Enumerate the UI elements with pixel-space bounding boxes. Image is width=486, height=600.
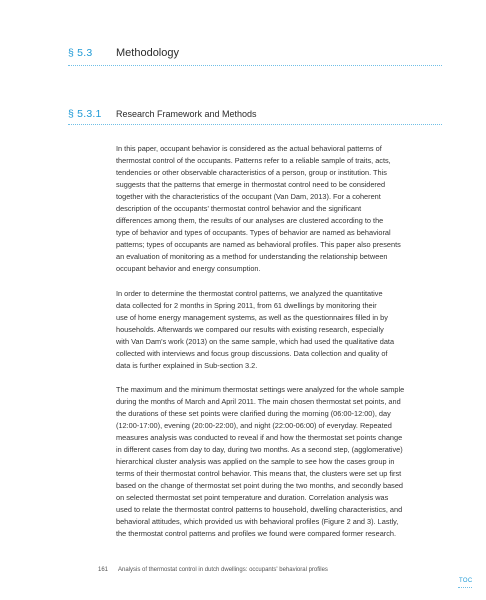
subsection-divider [68,124,442,125]
subsection-number: § 5.3.1 [68,108,102,120]
paragraph-1: In this paper, occupant behavior is considered as the actual behavioral patterns of thermostat control of the occupants. Patterns refer to a reliable sample of traits, acts, tendencies or other observable characteristics of a person, group or institution. This suggests that the patterns that emerge in thermostat control need to be considered together with the characteristics of the occupant (Van Dam, 2013). For a coherent description of the occupants' thermostat control behavior and the significant differences among them, the results of our analyses are clustered according to the type of behavior and types of occupants. Types of behavior are named as behavioral patterns; types of occupants are named as behavioral profiles. This paper also presents an evaluation of monitoring as a method for understanding the relationship between occupant behavior and energy consumption. [116,144,401,273]
toc-divider [458,587,472,588]
page-footer [98,567,328,573]
running-title: Analysis of thermostat control in dutch dwellings: occupants' behavioral profiles [118,567,328,573]
page-number: 161 [98,567,109,573]
section-divider [68,65,442,66]
section-number: § 5.3 [68,47,93,59]
subsection-heading [68,108,442,120]
paragraph-3: The maximum and the minimum thermostat settings were analyzed for the whole sample during the months of March and April 2011. The main chosen thermostat set points, and the durations of these set points were clarified during the morning (06:00-12:00), day (12:00-17:00), evening (20:00-22:00), and night (22:00-06:00) of everyday. Repeated measures analysis was conducted to reveal if and how the thermostat set points change in different cases from day to day, during two months. As a second step, (agglomerative) hierarchical cluster analysis was applied on the sample to see how the cases group in terms of their thermostat control behavior. This means that, the clusters were set up first based on the change of thermostat set point during the two months, and secondly based on selected thermostat set point temperature and duration. Correlation analysis was used to relate the thermostat control patterns to household, dwelling characteristics, and behavioral attitudes, which provided us with behavioral profiles (Figure 2 and 3). Lastly, the thermostat control patterns and profiles we found were compared former research. [116,385,405,538]
toc-link[interactable]: TOC [459,578,473,584]
body-text [116,143,446,553]
paragraph-2: In order to determine the thermostat control patterns, we analyzed the quantitative data collected for 2 months in Spring 2011, from 61 dwellings by monitoring their use of home energy management systems, as well as the questionnaires filled in by households. Afterwards we compared our results with existing research, especially with Van Dam's work (2013) on the same sample, which had used the qualitative data collected with interviews and focus group discussions. Data collection and quality of data is further explained in Sub-section 3.2. [116,288,395,370]
section-heading [68,47,442,59]
section-title: Methodology [116,47,179,59]
subsection-title: Research Framework and Methods [116,109,257,119]
